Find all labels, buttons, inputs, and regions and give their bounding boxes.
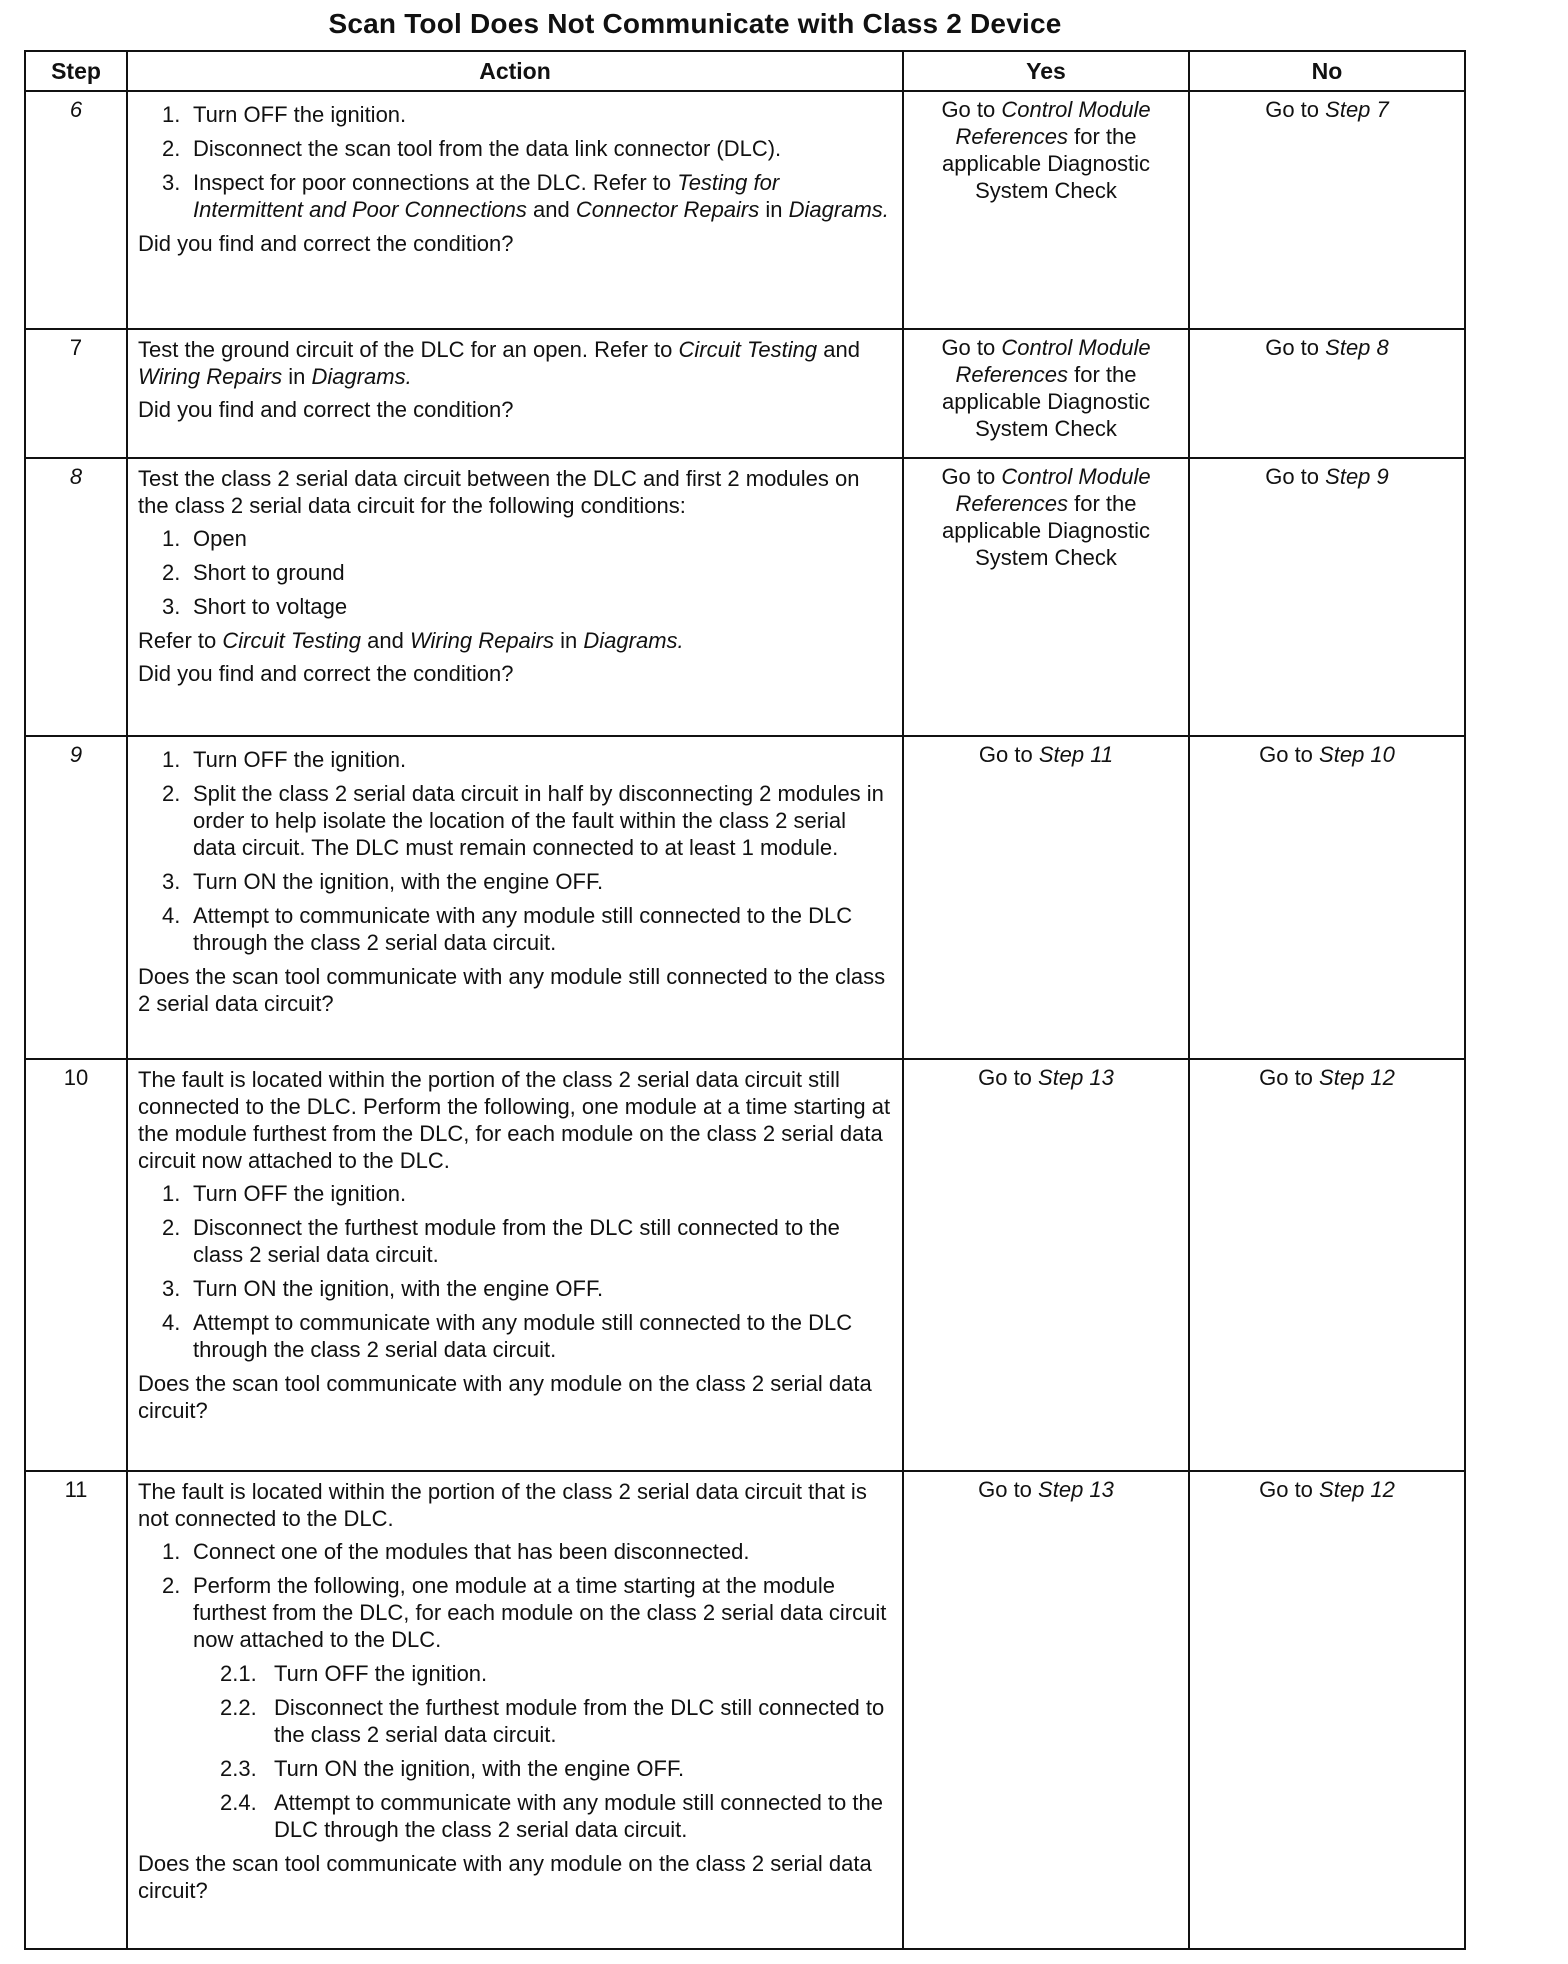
table-row — [25, 736, 1465, 1059]
list-item — [138, 1180, 892, 1207]
step-number: 8 — [25, 458, 127, 736]
doc-reference: Circuit Testing — [222, 628, 361, 653]
table-row — [25, 458, 1465, 736]
yes-cell — [903, 1059, 1189, 1471]
step-reference: Step 13 — [1038, 1477, 1114, 1502]
step-reference: Step 12 — [1319, 1477, 1395, 1502]
action-intro: The fault is located within the portion of the class 2 serial data circuit still connected to the DLC. Perform the following, one module at a time starting at the module furthest from the DLC, for each module on the class 2 serial data circuit now attached to the DLC. — [138, 1067, 891, 1173]
step-number: 11 — [25, 1471, 127, 1949]
item-number: 1. — [162, 1539, 181, 1564]
list-item — [138, 135, 892, 162]
list-item — [138, 1214, 892, 1268]
header-action: Action — [127, 51, 903, 91]
table-header-row — [25, 51, 1465, 91]
list-item — [138, 780, 892, 861]
step-reference: Step 10 — [1319, 742, 1395, 767]
item-number: 1. — [162, 747, 181, 772]
action-cell — [127, 1059, 903, 1471]
list-item — [138, 868, 892, 895]
item-text: Open — [193, 526, 247, 551]
table-row — [25, 329, 1465, 458]
list-item — [138, 101, 892, 128]
goto-text: Go to — [1259, 1065, 1313, 1090]
list-item — [138, 1789, 892, 1843]
item-text: Connect one of the modules that has been disconnected. — [193, 1539, 750, 1564]
no-cell — [1189, 736, 1465, 1059]
action-intro: Test the class 2 serial data circuit between the DLC and first 2 modules on the class 2 serial data circuit for the following conditions: — [138, 466, 860, 518]
yes-cell — [903, 1471, 1189, 1949]
step-number: 10 — [25, 1059, 127, 1471]
item-text: Inspect for poor connections at the DLC. Refer to — [193, 170, 672, 195]
item-text: Test the ground circuit of the DLC for an open. Refer to — [138, 337, 673, 362]
item-number: 3. — [162, 1276, 181, 1301]
item-number: 4. — [162, 903, 181, 928]
header-no: No — [1189, 51, 1465, 91]
list-item — [138, 593, 892, 620]
item-number: 2. — [162, 560, 181, 585]
list-item — [138, 1275, 892, 1302]
goto-text: Go to — [941, 464, 996, 489]
item-text: and — [367, 628, 404, 653]
list-item — [138, 169, 892, 223]
doc-reference: Testing for Intermittent and Poor Connections — [193, 170, 780, 222]
yes-cell — [903, 458, 1189, 736]
item-text: Turn OFF the ignition. — [193, 102, 407, 127]
action-list — [138, 746, 892, 956]
table-row — [25, 1059, 1465, 1471]
item-text: Turn ON the ignition, with the engine OFF. — [193, 869, 604, 894]
item-number: 3. — [162, 170, 181, 195]
goto-text: for the applicable Diagnostic System Check — [942, 491, 1150, 570]
question-text: Did you find and correct the condition? — [138, 661, 514, 686]
item-number: 2. — [162, 136, 181, 161]
goto-text: Go to — [941, 97, 996, 122]
action-cell — [127, 329, 903, 458]
goto-text: Go to — [1265, 335, 1320, 360]
action-text — [138, 336, 892, 390]
doc-reference: Control Module References — [955, 464, 1151, 516]
goto-text: Go to — [1265, 464, 1320, 489]
item-text: Turn OFF the ignition. — [193, 1181, 407, 1206]
list-item — [138, 1572, 892, 1653]
item-number: 2.3. — [220, 1756, 257, 1781]
action-list — [138, 1538, 892, 1653]
step-number: 6 — [25, 91, 127, 329]
goto-text: for the applicable Diagnostic System Check — [942, 124, 1150, 203]
goto-text: Go to — [1259, 742, 1313, 767]
goto-text: Go to — [1259, 1477, 1313, 1502]
list-item — [138, 1309, 892, 1363]
item-number: 3. — [162, 594, 181, 619]
step-reference: Step 8 — [1325, 335, 1389, 360]
step-reference: Step 7 — [1325, 97, 1389, 122]
list-item — [138, 902, 892, 956]
table-row — [25, 91, 1465, 329]
action-cell — [127, 458, 903, 736]
action-list — [138, 1180, 892, 1363]
action-cell — [127, 91, 903, 329]
item-number: 2. — [162, 781, 181, 806]
action-intro: The fault is located within the portion of the class 2 serial data circuit that is not connected to the DLC. — [138, 1479, 867, 1531]
item-number: 2.2. — [220, 1695, 257, 1720]
doc-reference: Diagrams. — [788, 197, 889, 222]
item-text: Attempt to communicate with any module still connected to the DLC through the class 2 serial data circuit. — [193, 903, 853, 955]
refer-text — [138, 627, 892, 654]
item-number: 3. — [162, 869, 181, 894]
item-text: Perform the following, one module at a time starting at the module furthest from the DLC, for each module on the class 2 serial data circuit now attached to the DLC. — [193, 1573, 887, 1652]
no-cell — [1189, 91, 1465, 329]
doc-reference: Connector Repairs — [575, 197, 760, 222]
question-text: Did you find and correct the condition? — [138, 397, 514, 422]
item-text: Disconnect the furthest module from the DLC still connected to the class 2 serial data circuit. — [274, 1695, 885, 1747]
item-text: Short to ground — [193, 560, 345, 585]
doc-reference: Wiring Repairs — [138, 364, 283, 389]
no-cell — [1189, 1059, 1465, 1471]
question-text: Did you find and correct the condition? — [138, 231, 514, 256]
goto-text: Go to — [941, 335, 996, 360]
action-cell — [127, 1471, 903, 1949]
step-reference: Step 9 — [1325, 464, 1389, 489]
yes-cell — [903, 736, 1189, 1059]
item-text: in — [560, 628, 578, 653]
list-item — [138, 1660, 892, 1687]
item-text: Attempt to communicate with any module still connected to the DLC through the class 2 serial data circuit. — [193, 1310, 853, 1362]
action-cell — [127, 736, 903, 1059]
doc-reference: Circuit Testing — [678, 337, 818, 362]
item-number: 2. — [162, 1215, 181, 1240]
goto-text: for the applicable Diagnostic System Check — [942, 362, 1150, 441]
list-item — [138, 1694, 892, 1748]
item-text: in — [765, 197, 783, 222]
list-item — [138, 559, 892, 586]
header-step: Step — [25, 51, 127, 91]
step-number: 7 — [25, 329, 127, 458]
no-cell — [1189, 329, 1465, 458]
item-number: 2. — [162, 1573, 181, 1598]
doc-reference: Control Module References — [955, 97, 1151, 149]
item-number: 4. — [162, 1310, 181, 1335]
step-reference: Step 13 — [1038, 1065, 1114, 1090]
item-number: 1. — [162, 526, 181, 551]
item-text: Turn OFF the ignition. — [274, 1661, 488, 1686]
item-text: Disconnect the scan tool from the data link connector (DLC). — [193, 136, 782, 161]
list-item — [138, 1755, 892, 1782]
goto-text: Go to — [978, 1477, 1032, 1502]
diagnostic-table — [24, 50, 1466, 1950]
item-text: Turn OFF the ignition. — [193, 747, 407, 772]
list-item — [138, 525, 892, 552]
item-text: Attempt to communicate with any module still connected to the DLC through the class 2 serial data circuit. — [274, 1790, 883, 1842]
item-text: Split the class 2 serial data circuit in half by disconnecting 2 modules in order to help isolate the location of the fault within the class 2 serial data circuit. The DLC must remain connected to at least 1 module. — [193, 781, 884, 860]
list-item — [138, 746, 892, 773]
item-number: 1. — [162, 1181, 181, 1206]
step-reference: Step 11 — [1038, 742, 1114, 767]
item-text: Turn ON the ignition, with the engine OFF. — [274, 1756, 685, 1781]
no-cell — [1189, 1471, 1465, 1949]
item-text: Disconnect the furthest module from the DLC still connected to the class 2 serial data circuit. — [193, 1215, 840, 1267]
doc-reference: Control Module References — [955, 335, 1151, 387]
goto-text: Go to — [978, 1065, 1032, 1090]
item-text: Refer to — [138, 628, 217, 653]
table-row — [25, 1471, 1465, 1949]
list-item — [138, 1538, 892, 1565]
item-number: 2.1. — [220, 1661, 257, 1686]
yes-cell — [903, 329, 1189, 458]
step-number: 9 — [25, 736, 127, 1059]
step-reference: Step 12 — [1319, 1065, 1395, 1090]
item-text: and — [823, 337, 860, 362]
item-number: 1. — [162, 102, 181, 127]
action-list — [138, 525, 892, 620]
action-list — [138, 101, 892, 223]
goto-text: Go to — [1265, 97, 1320, 122]
doc-reference: Wiring Repairs — [409, 628, 555, 653]
item-text: Short to voltage — [193, 594, 348, 619]
header-yes: Yes — [903, 51, 1189, 91]
yes-cell — [903, 91, 1189, 329]
question-text: Does the scan tool communicate with any module on the class 2 serial data circuit? — [138, 1851, 872, 1903]
item-text: in — [288, 364, 306, 389]
question-text: Does the scan tool communicate with any module on the class 2 serial data circuit? — [138, 1371, 872, 1423]
sub-action-list — [138, 1660, 892, 1843]
item-text: Turn ON the ignition, with the engine OFF. — [193, 1276, 604, 1301]
item-text: and — [532, 197, 570, 222]
item-number: 2.4. — [220, 1790, 257, 1815]
question-text: Does the scan tool communicate with any module still connected to the class 2 serial data circuit? — [138, 964, 886, 1016]
doc-reference: Diagrams. — [311, 364, 412, 389]
goto-text: Go to — [978, 742, 1033, 767]
no-cell — [1189, 458, 1465, 736]
doc-reference: Diagrams. — [583, 628, 684, 653]
page-title: Scan Tool Does Not Communicate with Class 2 Device — [328, 8, 1062, 39]
